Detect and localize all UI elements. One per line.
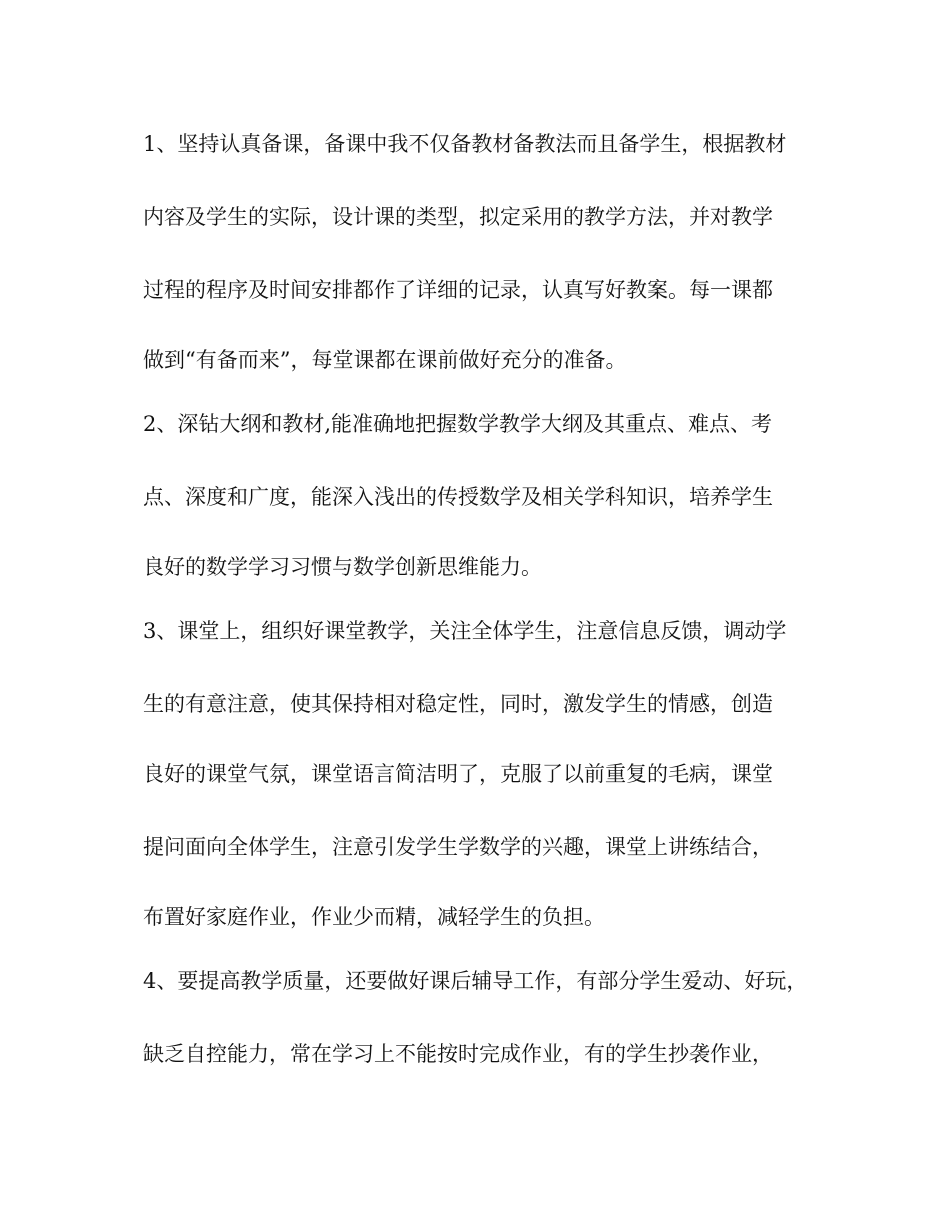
paragraph-3-line-4: 提问面向全体学生，注意引发学生学数学的兴趣，课堂上讲练结合， xyxy=(143,835,773,859)
paragraph-1-line-4: 做到“有备而来”，每堂课都在课前做好充分的准备。 xyxy=(143,348,627,372)
paragraph-4-line-2: 缺乏自控能力，常在学习上不能按时完成作业，有的学生抄袭作业， xyxy=(143,1042,773,1066)
paragraph-2-line-2: 点、深度和广度，能深入浅出的传授数学及相关学科知识，培养学生 xyxy=(143,485,773,509)
paragraph-3-line-1: 3、课堂上，组织好课堂教学，关注全体学生，注意信息反馈，调动学 xyxy=(143,619,787,643)
paragraph-3-line-5: 布置好家庭作业，作业少而精，减轻学生的负担。 xyxy=(143,905,605,929)
paragraph-1-line-1: 1、坚持认真备课，备课中我不仅备教材备教法而且备学生，根据教材 xyxy=(143,132,787,156)
paragraph-1-line-3: 过程的程序及时间安排都作了详细的记录，认真写好教案。每一课都 xyxy=(143,278,773,302)
paragraph-2-line-3: 良好的数学学习习惯与数学创新思维能力。 xyxy=(143,555,542,579)
paragraph-3-line-3: 良好的课堂气氛，课堂语言简洁明了，克服了以前重复的毛病，课堂 xyxy=(143,762,773,786)
paragraph-2-line-1: 2、深钻大纲和教材,能准确地把握数学教学大纲及其重点、难点、考 xyxy=(143,412,773,436)
paragraph-3-line-2: 生的有意注意，使其保持相对稳定性，同时，激发学生的情感，创造 xyxy=(143,692,773,716)
paragraph-1-line-2: 内容及学生的实际，设计课的类型，拟定采用的教学方法，并对教学 xyxy=(143,205,773,229)
paragraph-4-line-1: 4、要提高教学质量，还要做好课后辅导工作，有部分学生爱动、好玩， xyxy=(143,969,808,993)
